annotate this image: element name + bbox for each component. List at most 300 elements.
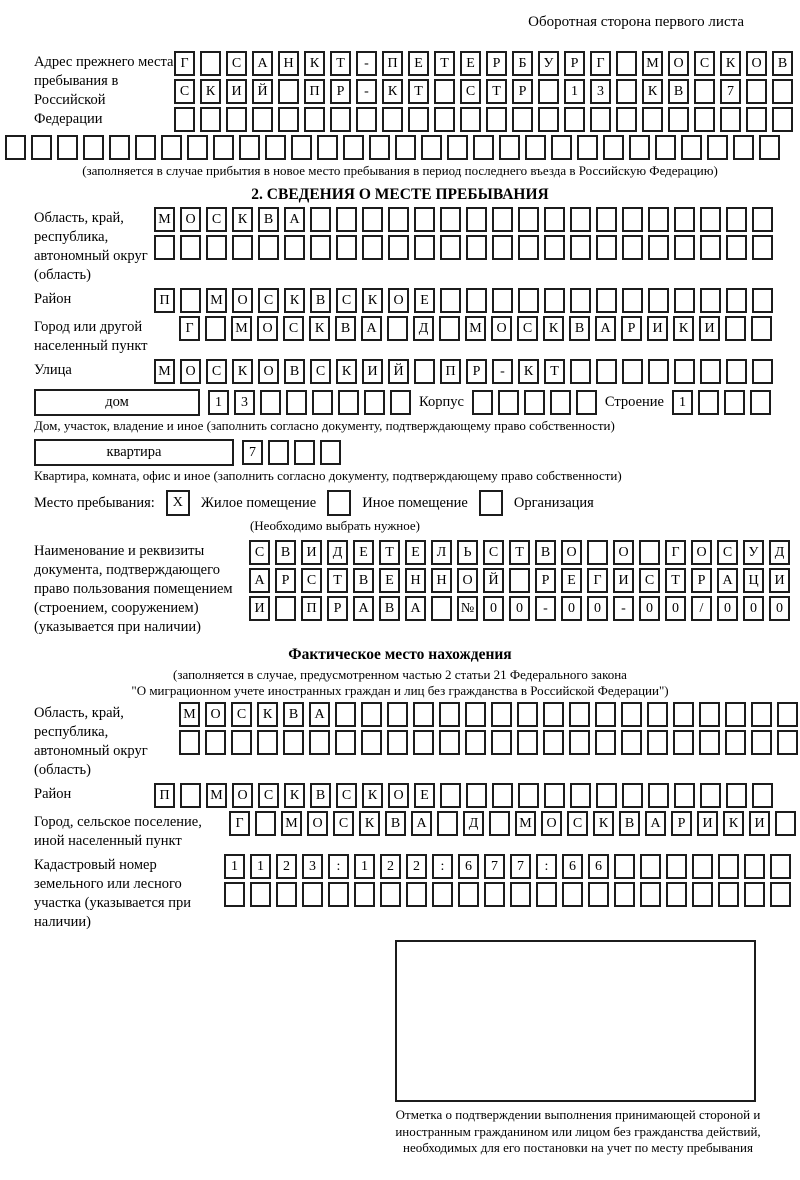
char-box[interactable]: В (535, 540, 556, 565)
char-box[interactable] (382, 107, 403, 132)
char-box[interactable]: 7 (242, 440, 263, 465)
char-box[interactable]: Ц (743, 568, 764, 593)
char-box[interactable]: Р (621, 316, 642, 341)
char-box[interactable] (698, 390, 719, 415)
char-box[interactable]: О (232, 288, 253, 313)
char-box[interactable] (750, 390, 771, 415)
char-box[interactable] (354, 882, 375, 907)
char-box[interactable]: 0 (769, 596, 790, 621)
char-box[interactable]: К (232, 359, 253, 384)
char-box[interactable]: 2 (380, 854, 401, 879)
char-box[interactable] (699, 702, 720, 727)
char-box[interactable] (312, 390, 333, 415)
char-box[interactable]: 0 (561, 596, 582, 621)
char-box[interactable] (726, 359, 747, 384)
char-box[interactable]: Т (665, 568, 686, 593)
char-box[interactable] (265, 135, 286, 160)
char-box[interactable] (491, 730, 512, 755)
char-box[interactable]: 0 (587, 596, 608, 621)
char-box[interactable] (640, 854, 661, 879)
char-box[interactable] (489, 811, 510, 836)
char-box[interactable] (621, 702, 642, 727)
char-box[interactable]: О (691, 540, 712, 565)
char-box[interactable]: О (388, 783, 409, 808)
char-box[interactable] (258, 235, 279, 260)
char-box[interactable] (205, 316, 226, 341)
char-box[interactable]: И (697, 811, 718, 836)
char-box[interactable] (596, 207, 617, 232)
char-box[interactable]: С (517, 316, 538, 341)
char-box[interactable]: М (515, 811, 536, 836)
char-box[interactable] (569, 730, 590, 755)
char-box[interactable] (639, 540, 660, 565)
char-box[interactable] (544, 783, 565, 808)
char-box[interactable]: Р (512, 79, 533, 104)
char-box[interactable]: К (543, 316, 564, 341)
char-box[interactable]: Е (414, 783, 435, 808)
char-box[interactable] (518, 783, 539, 808)
char-box[interactable] (275, 596, 296, 621)
char-box[interactable]: Р (671, 811, 692, 836)
char-box[interactable]: Т (486, 79, 507, 104)
char-box[interactable] (724, 390, 745, 415)
char-box[interactable]: О (613, 540, 634, 565)
char-box[interactable] (174, 107, 195, 132)
char-box[interactable]: 1 (672, 390, 693, 415)
char-box[interactable]: С (206, 359, 227, 384)
char-box[interactable]: 0 (665, 596, 686, 621)
char-box[interactable] (622, 207, 643, 232)
char-box[interactable] (596, 359, 617, 384)
char-box[interactable] (648, 207, 669, 232)
char-box[interactable]: Г (179, 316, 200, 341)
char-box[interactable] (518, 288, 539, 313)
checkbox-other-premise[interactable] (327, 490, 351, 516)
char-box[interactable] (338, 390, 359, 415)
char-box[interactable] (421, 135, 442, 160)
char-box[interactable] (361, 702, 382, 727)
char-box[interactable] (492, 783, 513, 808)
char-box[interactable]: Е (379, 568, 400, 593)
char-box[interactable] (518, 207, 539, 232)
char-box[interactable]: С (567, 811, 588, 836)
char-box[interactable] (465, 730, 486, 755)
char-box[interactable] (57, 135, 78, 160)
char-box[interactable]: О (180, 359, 201, 384)
char-box[interactable] (492, 207, 513, 232)
char-box[interactable] (356, 107, 377, 132)
char-box[interactable]: Й (483, 568, 504, 593)
char-box[interactable]: К (284, 783, 305, 808)
char-box[interactable]: Р (275, 568, 296, 593)
char-box[interactable] (718, 882, 739, 907)
char-box[interactable] (726, 207, 747, 232)
char-box[interactable] (681, 135, 702, 160)
char-box[interactable] (587, 540, 608, 565)
char-box[interactable]: С (301, 568, 322, 593)
char-box[interactable] (260, 390, 281, 415)
char-box[interactable] (232, 235, 253, 260)
char-box[interactable] (499, 135, 520, 160)
char-box[interactable] (770, 882, 791, 907)
char-box[interactable] (622, 235, 643, 260)
char-box[interactable]: 3 (590, 79, 611, 104)
char-box[interactable]: Н (405, 568, 426, 593)
char-box[interactable] (5, 135, 26, 160)
char-box[interactable]: М (206, 288, 227, 313)
char-box[interactable] (538, 79, 559, 104)
char-box[interactable] (414, 359, 435, 384)
char-box[interactable] (414, 235, 435, 260)
char-box[interactable] (726, 235, 747, 260)
char-box[interactable]: 0 (639, 596, 660, 621)
char-box[interactable] (538, 107, 559, 132)
char-box[interactable] (336, 235, 357, 260)
char-box[interactable] (647, 702, 668, 727)
char-box[interactable]: Н (431, 568, 452, 593)
char-box[interactable] (544, 207, 565, 232)
char-box[interactable]: В (310, 288, 331, 313)
char-box[interactable] (648, 235, 669, 260)
char-box[interactable]: Р (327, 596, 348, 621)
char-box[interactable] (239, 135, 260, 160)
char-box[interactable] (544, 288, 565, 313)
char-box[interactable]: В (772, 51, 793, 76)
char-box[interactable] (268, 440, 289, 465)
char-box[interactable]: Е (561, 568, 582, 593)
char-box[interactable] (692, 854, 713, 879)
char-box[interactable] (674, 783, 695, 808)
char-box[interactable]: В (284, 359, 305, 384)
char-box[interactable] (525, 135, 546, 160)
char-box[interactable]: Р (691, 568, 712, 593)
char-box[interactable] (596, 235, 617, 260)
char-box[interactable]: П (154, 288, 175, 313)
char-box[interactable]: Й (252, 79, 273, 104)
char-box[interactable]: Т (509, 540, 530, 565)
char-box[interactable] (726, 288, 747, 313)
char-box[interactable]: 3 (234, 390, 255, 415)
checkbox-residential[interactable]: X (166, 490, 190, 516)
char-box[interactable] (616, 79, 637, 104)
char-box[interactable] (576, 390, 597, 415)
char-box[interactable]: С (694, 51, 715, 76)
char-box[interactable]: Г (229, 811, 250, 836)
char-box[interactable] (388, 207, 409, 232)
char-box[interactable]: 2 (406, 854, 427, 879)
char-box[interactable]: К (232, 207, 253, 232)
char-box[interactable] (83, 135, 104, 160)
char-box[interactable] (484, 882, 505, 907)
char-box[interactable]: К (362, 288, 383, 313)
char-box[interactable] (733, 135, 754, 160)
char-box[interactable]: С (460, 79, 481, 104)
char-box[interactable]: С (310, 359, 331, 384)
char-box[interactable]: П (440, 359, 461, 384)
char-box[interactable] (614, 882, 635, 907)
char-box[interactable]: И (362, 359, 383, 384)
char-box[interactable]: Т (434, 51, 455, 76)
char-box[interactable]: А (645, 811, 666, 836)
char-box[interactable]: С (483, 540, 504, 565)
char-box[interactable]: П (382, 51, 403, 76)
char-box[interactable] (414, 207, 435, 232)
char-box[interactable] (439, 730, 460, 755)
char-box[interactable] (335, 730, 356, 755)
char-box[interactable] (310, 207, 331, 232)
char-box[interactable]: С (258, 783, 279, 808)
char-box[interactable]: К (200, 79, 221, 104)
char-box[interactable]: Г (174, 51, 195, 76)
char-box[interactable]: Д (327, 540, 348, 565)
char-box[interactable]: Е (353, 540, 374, 565)
char-box[interactable] (648, 288, 669, 313)
char-box[interactable]: О (180, 207, 201, 232)
char-box[interactable] (616, 107, 637, 132)
char-box[interactable] (388, 235, 409, 260)
char-box[interactable]: М (281, 811, 302, 836)
char-box[interactable] (283, 730, 304, 755)
char-box[interactable]: О (307, 811, 328, 836)
char-box[interactable]: У (743, 540, 764, 565)
char-box[interactable] (286, 390, 307, 415)
char-box[interactable] (621, 730, 642, 755)
char-box[interactable]: Е (408, 51, 429, 76)
char-box[interactable]: 0 (717, 596, 738, 621)
char-box[interactable] (335, 702, 356, 727)
char-box[interactable] (330, 107, 351, 132)
char-box[interactable]: Д (769, 540, 790, 565)
char-box[interactable]: В (335, 316, 356, 341)
char-box[interactable] (510, 882, 531, 907)
char-box[interactable]: 0 (509, 596, 530, 621)
char-box[interactable]: В (668, 79, 689, 104)
char-box[interactable]: К (336, 359, 357, 384)
char-box[interactable] (472, 390, 493, 415)
char-box[interactable]: : (328, 854, 349, 879)
char-box[interactable] (700, 783, 721, 808)
char-box[interactable] (666, 854, 687, 879)
char-box[interactable] (648, 359, 669, 384)
char-box[interactable] (751, 316, 772, 341)
char-box[interactable] (744, 882, 765, 907)
char-box[interactable] (434, 107, 455, 132)
char-box[interactable] (775, 811, 796, 836)
char-box[interactable]: № (457, 596, 478, 621)
char-box[interactable] (569, 702, 590, 727)
char-box[interactable]: / (691, 596, 712, 621)
char-box[interactable] (460, 107, 481, 132)
char-box[interactable] (596, 288, 617, 313)
char-box[interactable]: Б (512, 51, 533, 76)
char-box[interactable] (413, 702, 434, 727)
char-box[interactable]: А (717, 568, 738, 593)
char-box[interactable] (746, 79, 767, 104)
char-box[interactable] (751, 730, 772, 755)
char-box[interactable] (700, 235, 721, 260)
checkbox-organization[interactable] (479, 490, 503, 516)
char-box[interactable] (458, 882, 479, 907)
char-box[interactable] (673, 730, 694, 755)
char-box[interactable] (509, 568, 530, 593)
char-box[interactable] (224, 882, 245, 907)
char-box[interactable] (154, 235, 175, 260)
char-box[interactable]: Й (388, 359, 409, 384)
char-box[interactable] (180, 288, 201, 313)
char-box[interactable] (694, 79, 715, 104)
char-box[interactable] (278, 107, 299, 132)
char-box[interactable]: В (385, 811, 406, 836)
char-box[interactable] (161, 135, 182, 160)
char-box[interactable] (257, 730, 278, 755)
char-box[interactable] (200, 51, 221, 76)
char-box[interactable]: 7 (484, 854, 505, 879)
char-box[interactable]: И (301, 540, 322, 565)
char-box[interactable] (231, 730, 252, 755)
char-box[interactable] (294, 440, 315, 465)
char-box[interactable]: О (541, 811, 562, 836)
char-box[interactable]: С (258, 288, 279, 313)
char-box[interactable]: В (275, 540, 296, 565)
char-box[interactable]: Ь (457, 540, 478, 565)
char-box[interactable] (439, 702, 460, 727)
char-box[interactable] (486, 107, 507, 132)
char-box[interactable] (440, 288, 461, 313)
char-box[interactable] (562, 882, 583, 907)
char-box[interactable]: 3 (302, 854, 323, 879)
char-box[interactable] (406, 882, 427, 907)
char-box[interactable]: О (388, 288, 409, 313)
char-box[interactable] (200, 107, 221, 132)
char-box[interactable]: И (647, 316, 668, 341)
char-box[interactable]: Р (486, 51, 507, 76)
char-box[interactable]: А (249, 568, 270, 593)
char-box[interactable] (440, 207, 461, 232)
char-box[interactable] (518, 235, 539, 260)
char-box[interactable]: Р (564, 51, 585, 76)
char-box[interactable]: Г (665, 540, 686, 565)
char-box[interactable]: Р (330, 79, 351, 104)
char-box[interactable]: К (359, 811, 380, 836)
char-box[interactable]: И (613, 568, 634, 593)
char-box[interactable]: 0 (483, 596, 504, 621)
char-box[interactable]: С (336, 288, 357, 313)
char-box[interactable] (369, 135, 390, 160)
char-box[interactable]: М (154, 359, 175, 384)
char-box[interactable] (700, 359, 721, 384)
char-box[interactable] (550, 390, 571, 415)
char-box[interactable] (255, 811, 276, 836)
char-box[interactable]: К (382, 79, 403, 104)
char-box[interactable] (726, 783, 747, 808)
char-box[interactable] (718, 854, 739, 879)
char-box[interactable]: К (309, 316, 330, 341)
char-box[interactable]: О (561, 540, 582, 565)
char-box[interactable]: Д (463, 811, 484, 836)
char-box[interactable]: О (457, 568, 478, 593)
char-box[interactable] (320, 440, 341, 465)
char-box[interactable]: П (304, 79, 325, 104)
char-box[interactable] (655, 135, 676, 160)
char-box[interactable]: Е (414, 288, 435, 313)
char-box[interactable]: : (432, 854, 453, 879)
char-box[interactable]: В (283, 702, 304, 727)
char-box[interactable]: Т (330, 51, 351, 76)
char-box[interactable] (543, 730, 564, 755)
char-box[interactable]: 1 (208, 390, 229, 415)
char-box[interactable] (595, 702, 616, 727)
char-box[interactable] (629, 135, 650, 160)
char-box[interactable]: А (361, 316, 382, 341)
char-box[interactable] (616, 51, 637, 76)
char-box[interactable]: К (673, 316, 694, 341)
char-box[interactable]: А (411, 811, 432, 836)
char-box[interactable]: А (595, 316, 616, 341)
char-box[interactable]: 1 (224, 854, 245, 879)
char-box[interactable]: - (356, 51, 377, 76)
char-box[interactable] (317, 135, 338, 160)
char-box[interactable]: О (232, 783, 253, 808)
char-box[interactable] (250, 882, 271, 907)
char-box[interactable]: 6 (458, 854, 479, 879)
char-box[interactable] (205, 730, 226, 755)
char-box[interactable] (213, 135, 234, 160)
char-box[interactable] (380, 882, 401, 907)
char-box[interactable]: Т (327, 568, 348, 593)
char-box[interactable]: Р (535, 568, 556, 593)
char-box[interactable] (570, 783, 591, 808)
char-box[interactable]: В (619, 811, 640, 836)
char-box[interactable]: С (226, 51, 247, 76)
char-box[interactable]: М (642, 51, 663, 76)
char-box[interactable]: - (492, 359, 513, 384)
char-box[interactable]: А (252, 51, 273, 76)
char-box[interactable] (447, 135, 468, 160)
char-box[interactable]: К (518, 359, 539, 384)
char-box[interactable] (440, 783, 461, 808)
char-box[interactable] (770, 854, 791, 879)
char-box[interactable] (570, 359, 591, 384)
char-box[interactable] (648, 783, 669, 808)
char-box[interactable]: И (699, 316, 720, 341)
char-box[interactable] (707, 135, 728, 160)
char-box[interactable] (387, 702, 408, 727)
char-box[interactable] (328, 882, 349, 907)
char-box[interactable] (432, 882, 453, 907)
char-box[interactable]: С (717, 540, 738, 565)
char-box[interactable]: К (720, 51, 741, 76)
char-box[interactable] (595, 730, 616, 755)
char-box[interactable] (440, 235, 461, 260)
char-box[interactable] (492, 235, 513, 260)
char-box[interactable]: 1 (354, 854, 375, 879)
char-box[interactable] (668, 107, 689, 132)
char-box[interactable]: О (668, 51, 689, 76)
char-box[interactable]: А (353, 596, 374, 621)
char-box[interactable] (387, 730, 408, 755)
char-box[interactable]: К (257, 702, 278, 727)
char-box[interactable] (570, 235, 591, 260)
char-box[interactable]: С (249, 540, 270, 565)
char-box[interactable]: О (746, 51, 767, 76)
char-box[interactable]: А (309, 702, 330, 727)
char-box[interactable] (361, 730, 382, 755)
char-box[interactable] (772, 107, 793, 132)
char-box[interactable] (465, 702, 486, 727)
char-box[interactable] (343, 135, 364, 160)
char-box[interactable]: И (749, 811, 770, 836)
char-box[interactable] (180, 235, 201, 260)
